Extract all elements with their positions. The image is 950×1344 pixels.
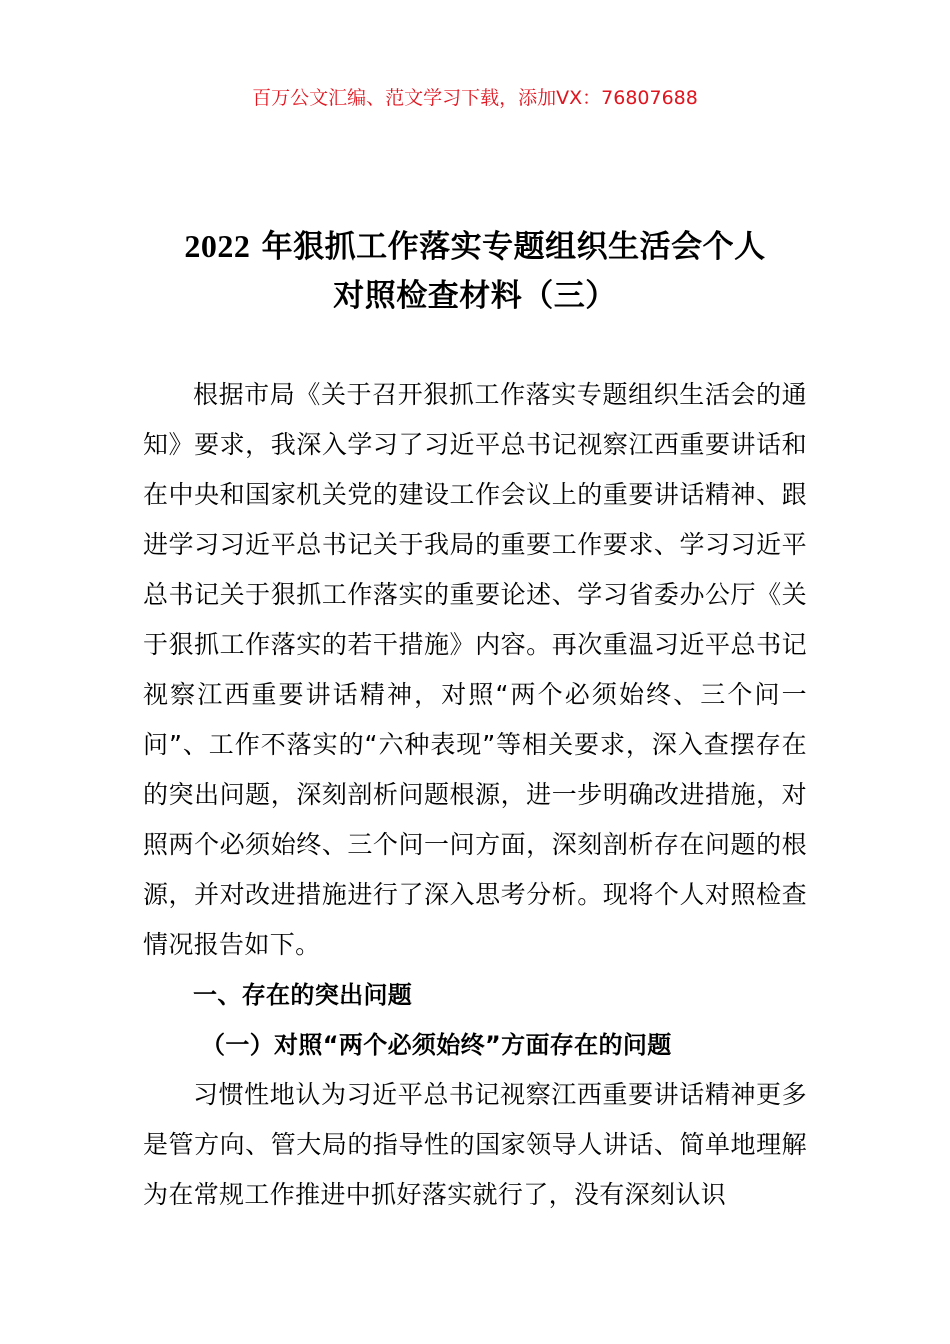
intro-paragraph: 根据市局《关于召开狠抓工作落实专题组织生活会的通知》要求，我深入学习了习近平总书记视察江西重要讲话和在中央和国家机关党的建设工作会议上的重要讲话精神、跟进学习习近平总书记关于我局的重要工作要求、学习习近平总书记关于狠抓工作落实的重要论述、学习省委办公厅《关于狠抓工作落实的若干措施》内容。再次重温习近平总书记视察江西重要讲话精神，对照“两个必须始终、三个问一问”、工作不落实的“六种表现”等相关要求，深入查摆存在的突出问题，深刻剖析问题根源，进一步明确改进措施，对照两个必须始终、三个问一问方面，深刻剖析存在问题的根源，并对改进措施进行了深入思考分析。现将个人对照检查情况报告如下。 xyxy=(143,380,807,959)
title-year: 2022 xyxy=(184,228,251,264)
download-banner: 百万公文汇编、范文学习下载，添加VX：76807688 xyxy=(252,87,698,109)
title-line-2: 对照检查材料（三） xyxy=(333,278,617,314)
title-line-1-text: 年狠抓工作落实专题组织生活会个人 xyxy=(261,229,766,265)
title-line-1 xyxy=(140,222,810,272)
section-heading-1: 一、存在的突出问题 xyxy=(193,981,413,1009)
document-body xyxy=(143,370,807,1220)
subsection-heading-1: （一）对照“两个必须始终”方面存在的问题 xyxy=(201,1031,672,1059)
document-title xyxy=(140,222,810,321)
subsection-paragraph-1: 习惯性地认为习近平总书记视察江西重要讲话精神更多是管方向、管大局的指导性的国家领导人讲话、简单地理解为在常规工作推进中抓好落实就行了，没有深刻认识 xyxy=(143,1080,807,1209)
